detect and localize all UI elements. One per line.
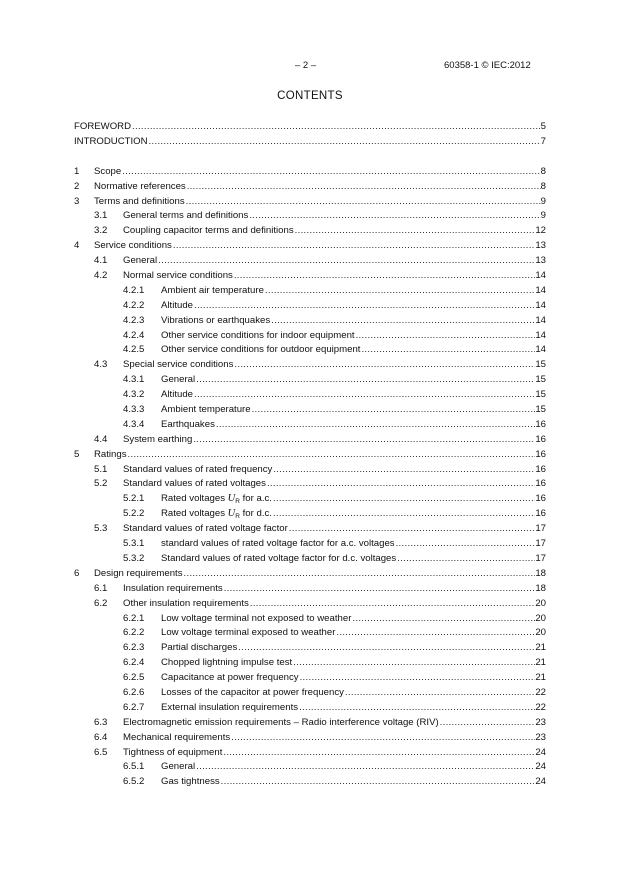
toc-entry-number: 6.4 [94, 731, 108, 743]
toc-entry-title: Other insulation requirements [123, 597, 249, 609]
toc-entry-title: Design requirements [94, 567, 183, 579]
dot-leader [186, 195, 541, 210]
dot-leader [345, 686, 535, 701]
toc-entry-page: 20 [535, 612, 546, 624]
toc-entry-page: 15 [535, 359, 546, 371]
toc-entry-page: 8 [540, 165, 546, 177]
toc-entry-title: Low voltage terminal not exposed to weather [161, 612, 352, 624]
toc-entry[interactable] [74, 314, 546, 329]
page-title: CONTENTS [277, 90, 343, 102]
toc-entry-page: 15 [535, 389, 546, 401]
toc-entry-page: 23 [535, 731, 546, 743]
toc-entry-page: 14 [535, 344, 546, 356]
toc-entry-title: Ambient temperature [161, 404, 251, 416]
toc-entry[interactable] [74, 135, 546, 150]
dot-leader [128, 448, 536, 463]
toc-entry-number: 5.3.1 [123, 538, 145, 550]
toc-entry-title: Tightness of equipment [123, 746, 223, 758]
toc-entry[interactable] [74, 195, 546, 210]
dot-leader [273, 463, 535, 478]
toc-entry-page: 16 [535, 493, 546, 505]
toc-entry-title: Terms and definitions [94, 195, 185, 207]
toc-entry-title: External insulation requirements [161, 701, 299, 713]
math-subscript: R [235, 513, 240, 521]
toc-entry[interactable] [74, 626, 546, 641]
toc-entry-title: Low voltage terminal exposed to weather [161, 627, 336, 639]
toc-entry-page: 20 [535, 627, 546, 639]
toc-entry[interactable] [74, 671, 546, 686]
toc-entry-title: System earthing [123, 433, 193, 445]
toc-entry[interactable] [74, 731, 546, 746]
toc-entry-number: 6.2.1 [123, 612, 145, 624]
toc-entry-title: Coupling capacitor terms and definitions [123, 225, 294, 237]
toc-entry-number: 6 [74, 567, 80, 579]
toc-entry-title: Earthquakes [161, 418, 215, 430]
toc-entry-number: 4.3 [94, 359, 108, 371]
toc-entry-title: Rated voltages $U_R$ for a.c. [161, 493, 272, 506]
dot-leader [193, 433, 535, 448]
toc-entry-title: Altitude [161, 389, 193, 401]
toc-entry[interactable] [74, 522, 546, 537]
toc-entry-page: 16 [535, 508, 546, 520]
dot-leader [122, 165, 540, 180]
toc-entry[interactable] [74, 552, 546, 567]
dot-leader [249, 209, 540, 224]
toc-entry-title: General [161, 761, 196, 773]
toc-entry[interactable] [74, 641, 546, 656]
toc-entry-page: 17 [535, 523, 546, 535]
toc-entry-page: 14 [535, 329, 546, 341]
dot-leader [352, 612, 535, 627]
toc-entry[interactable] [74, 656, 546, 671]
toc-entry-title: Mechanical requirements [123, 731, 231, 743]
toc-entry-title: Service conditions [94, 240, 172, 252]
toc-entry-number: 4.2.3 [123, 314, 145, 326]
dot-leader [173, 239, 535, 254]
dot-leader [149, 135, 541, 150]
toc-entry-title: General [123, 255, 158, 267]
toc-entry[interactable] [74, 612, 546, 627]
toc-entry[interactable] [74, 433, 546, 448]
toc-entry-title: Vibrations or earthquakes [161, 314, 271, 326]
toc-entry-page: 23 [535, 716, 546, 728]
toc-entry[interactable] [74, 299, 546, 314]
toc-entry-page: 16 [535, 463, 546, 475]
toc-entry-title: General terms and definitions [123, 210, 249, 222]
toc-entry-page: 24 [535, 761, 546, 773]
toc-entry[interactable] [74, 180, 546, 195]
toc-entry-title: Chopped lightning impulse test [161, 657, 293, 669]
toc-entry[interactable] [74, 120, 546, 135]
toc-entry-number: 4.2 [94, 270, 108, 282]
toc-entry-number: 5 [74, 448, 80, 460]
toc-entry-page: 16 [535, 418, 546, 430]
toc-entry[interactable] [74, 254, 546, 269]
toc-entry-page: 22 [535, 701, 546, 713]
math-symbol: U [227, 508, 236, 520]
toc-entry[interactable] [74, 463, 546, 478]
toc-entry[interactable] [74, 165, 546, 180]
toc-entry-number: 4.2.4 [123, 329, 145, 341]
table-of-contents [74, 120, 546, 790]
dot-leader [252, 403, 536, 418]
dot-leader [356, 329, 536, 344]
toc-entry-title: Scope [94, 165, 122, 177]
toc-entry-page: 7 [540, 135, 546, 147]
dot-leader [196, 373, 535, 388]
toc-entry[interactable] [74, 701, 546, 716]
toc-entry[interactable] [74, 537, 546, 552]
toc-entry-page: 17 [535, 538, 546, 550]
toc-entry-title: Electromagnetic emission requirements – Radio interference voltage (RIV) [123, 716, 439, 728]
toc-entry-number: 6.2.2 [123, 627, 145, 639]
toc-entry-title: standard values of rated voltage factor for a.c. voltages [161, 538, 395, 550]
toc-entry-page: 16 [535, 433, 546, 445]
toc-entry-number: 3.1 [94, 210, 108, 222]
toc-entry-title: Other service conditions for outdoor equipment [161, 344, 361, 356]
toc-entry-title: Losses of the capacitor at power frequency [161, 686, 344, 698]
toc-entry-number: 4.2.2 [123, 299, 145, 311]
toc-entry-title: FOREWORD [74, 121, 132, 132]
toc-entry-number: 3 [74, 195, 80, 207]
toc-entry[interactable] [74, 582, 546, 597]
toc-entry-page: 8 [540, 180, 546, 192]
toc-entry[interactable] [74, 686, 546, 701]
dot-leader [295, 224, 536, 239]
toc-entry-number: 3.2 [94, 225, 108, 237]
toc-entry-number: 5.1 [94, 463, 108, 475]
toc-entry[interactable] [74, 239, 546, 254]
dot-leader [234, 358, 535, 373]
toc-entry-page: 15 [535, 404, 546, 416]
toc-entry-number: 6.2 [94, 597, 108, 609]
dot-leader [271, 314, 535, 329]
toc-entry-page: 13 [535, 255, 546, 267]
toc-entry-page: 16 [535, 478, 546, 490]
math-subscript: R [235, 498, 240, 506]
dot-leader [194, 388, 535, 403]
toc-entry[interactable] [74, 343, 546, 358]
toc-entry-page: 5 [540, 121, 546, 132]
math-symbol: U [227, 493, 236, 505]
toc-entry-page: 18 [535, 582, 546, 594]
dot-leader [194, 299, 535, 314]
toc-entry-page: 13 [535, 240, 546, 252]
toc-entry[interactable] [74, 716, 546, 731]
toc-entry-title: Insulation requirements [123, 582, 223, 594]
toc-entry-page: 12 [535, 225, 546, 237]
toc-entry-page: 14 [535, 314, 546, 326]
toc-entry[interactable] [74, 567, 546, 582]
toc-entry-page: 14 [535, 299, 546, 311]
toc-entry[interactable] [74, 477, 546, 492]
toc-entry[interactable] [74, 760, 546, 775]
toc-entry-page: 14 [535, 270, 546, 282]
toc-entry[interactable] [74, 269, 546, 284]
toc-entry-title: Gas tightness [161, 776, 220, 788]
toc-entry-title: Standard values of rated voltages [123, 478, 266, 490]
dot-leader [396, 537, 536, 552]
dot-leader [221, 775, 536, 790]
toc-entry-number: 6.2.5 [123, 672, 145, 684]
dot-leader [234, 269, 535, 284]
toc-entry-number: 5.3.2 [123, 552, 145, 564]
toc-entry-page: 9 [540, 195, 546, 207]
toc-entry-page: 21 [535, 657, 546, 669]
toc-entry[interactable] [74, 597, 546, 612]
toc-entry-number: 2 [74, 180, 80, 192]
toc-entry[interactable] [74, 418, 546, 433]
toc-entry-title: Standard values of rated voltage factor for d.c. voltages [161, 552, 397, 564]
dot-leader [132, 120, 541, 135]
toc-entry-page: 24 [535, 746, 546, 758]
toc-entry[interactable] [74, 775, 546, 790]
toc-entry-number: 4.2.1 [123, 284, 145, 296]
toc-entry[interactable] [74, 358, 546, 373]
toc-entry-page: 22 [535, 686, 546, 698]
toc-entry-number: 6.2.3 [123, 642, 145, 654]
toc-entry[interactable] [74, 492, 546, 507]
page-number: – 2 – [295, 60, 317, 71]
dot-leader [299, 701, 535, 716]
toc-entry-number: 6.2.7 [123, 701, 145, 713]
toc-entry[interactable] [74, 507, 546, 522]
toc-entry-number: 6.3 [94, 716, 108, 728]
toc-entry-number: 4.3.3 [123, 404, 145, 416]
dot-leader [223, 746, 535, 761]
dot-leader [187, 180, 541, 195]
toc-entry-number: 4.4 [94, 433, 108, 445]
toc-entry-number: 4.2.5 [123, 344, 145, 356]
toc-entry-title: Rated voltages $U_R$ for d.c. [161, 508, 272, 521]
toc-entry-page: 15 [535, 374, 546, 386]
toc-entry-page: 9 [540, 210, 546, 222]
dot-leader [361, 343, 535, 358]
toc-entry[interactable] [74, 209, 546, 224]
toc-entry-title: Normal service conditions [123, 270, 233, 282]
toc-entry-number: 1 [74, 165, 80, 177]
toc-entry-title: Capacitance at power frequency [161, 672, 299, 684]
toc-entry-page: 21 [535, 672, 546, 684]
toc-entry-page: 14 [535, 284, 546, 296]
toc-entry-number: 4 [74, 240, 80, 252]
toc-entry[interactable] [74, 388, 546, 403]
toc-entry-title: General [161, 374, 196, 386]
toc-entry-title: Ratings [94, 448, 127, 460]
toc-entry-number: 5.3 [94, 523, 108, 535]
dot-leader [267, 477, 535, 492]
toc-entry-number: 4.3.4 [123, 418, 145, 430]
toc-entry-title: Partial discharges [161, 642, 238, 654]
toc-entry-number: 6.5.1 [123, 761, 145, 773]
toc-entry-number: 6.5 [94, 746, 108, 758]
dot-leader [158, 254, 535, 269]
toc-entry-number: 5.2.2 [123, 508, 145, 520]
dot-leader [224, 582, 536, 597]
toc-entry-page: 24 [535, 776, 546, 788]
toc-entry[interactable] [74, 224, 546, 239]
dot-leader [250, 597, 535, 612]
toc-entry[interactable] [74, 329, 546, 344]
toc-entry[interactable] [74, 746, 546, 761]
toc-entry-title: Special service conditions [123, 359, 234, 371]
dot-leader [231, 731, 535, 746]
toc-entry-page: 20 [535, 597, 546, 609]
toc-entry[interactable] [74, 448, 546, 463]
toc-entry-number: 4.1 [94, 255, 108, 267]
dot-leader [289, 522, 536, 537]
toc-entry-page: 21 [535, 642, 546, 654]
dot-leader [216, 418, 535, 433]
dot-leader [300, 671, 536, 686]
dot-leader [196, 760, 535, 775]
toc-entry-page: 18 [535, 567, 546, 579]
toc-entry-page: 16 [535, 448, 546, 460]
toc-entry-title: INTRODUCTION [74, 135, 148, 147]
toc-entry-number: 6.5.2 [123, 776, 145, 788]
toc-entry[interactable] [74, 373, 546, 388]
dot-leader [336, 626, 535, 641]
dot-leader [440, 716, 536, 731]
dot-leader [265, 284, 535, 299]
toc-entry-title: Standard values of rated voltage factor [123, 523, 288, 535]
toc-entry-title: Ambient air temperature [161, 284, 264, 296]
toc-entry-title: Other service conditions for indoor equipment [161, 329, 355, 341]
toc-entry-number: 6.1 [94, 582, 108, 594]
toc-entry[interactable] [74, 403, 546, 418]
standard-reference: 60358-1 © IEC:2012 [444, 60, 531, 71]
toc-entry-number: 6.2.4 [123, 657, 145, 669]
toc-entry-number: 6.2.6 [123, 686, 145, 698]
dot-leader [184, 567, 536, 582]
toc-entry-number: 4.3.2 [123, 389, 145, 401]
toc-entry[interactable] [74, 284, 546, 299]
toc-entry-page: 17 [535, 552, 546, 564]
dot-leader [397, 552, 535, 567]
toc-entry-title: Altitude [161, 299, 193, 311]
dot-leader [238, 641, 535, 656]
toc-entry-number: 5.2 [94, 478, 108, 490]
toc-entry-title: Standard values of rated frequency [123, 463, 273, 475]
dot-leader [293, 656, 535, 671]
toc-entry-number: 4.3.1 [123, 374, 145, 386]
toc-entry-title: Normative references [94, 180, 186, 192]
toc-entry-number: 5.2.1 [123, 493, 145, 505]
